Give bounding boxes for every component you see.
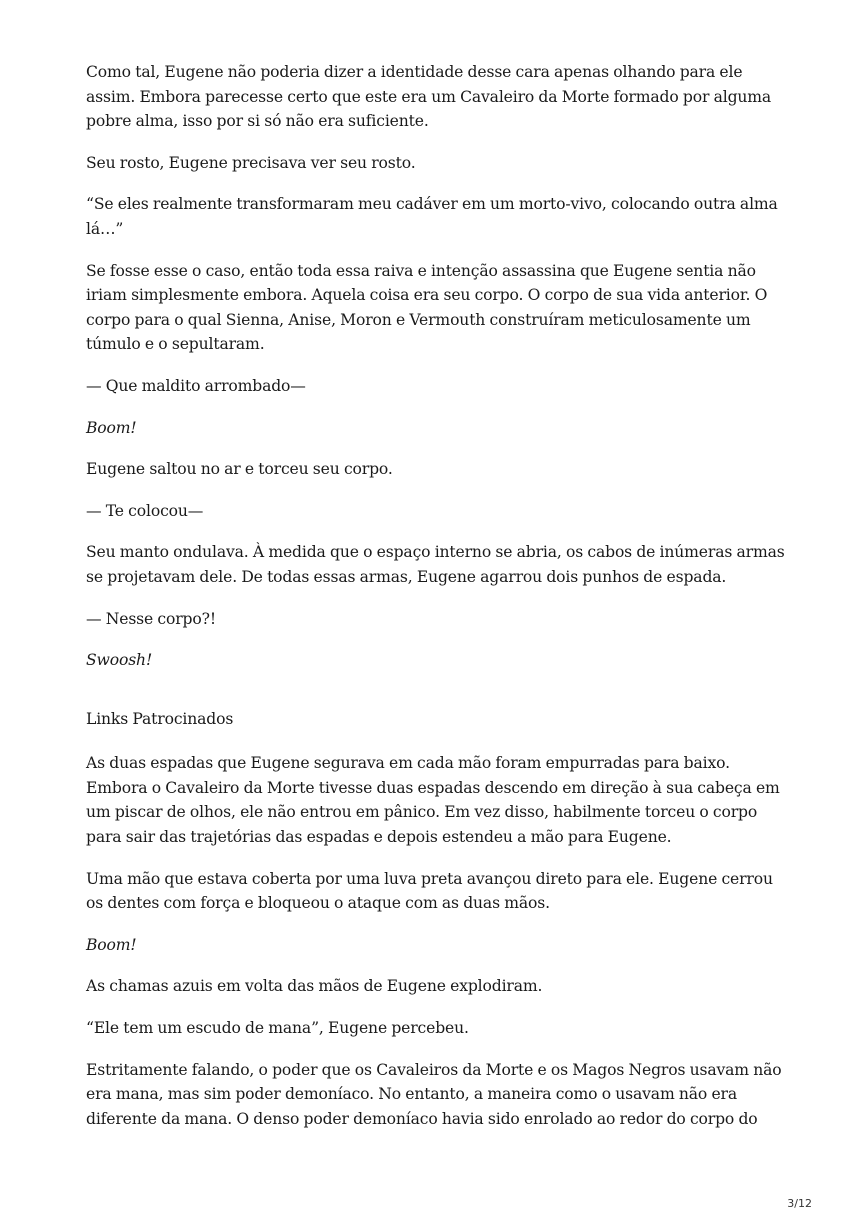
paragraph: “Se eles realmente transformaram meu cadáver em um morto-vivo, colocando outra alma lá…” xyxy=(86,195,778,238)
sound-effect: Boom! xyxy=(86,935,137,954)
paragraph: Se fosse esse o caso, então toda essa raiva e intenção assassina que Eugene sentia não iriam simplesmente embora. Aquela coisa era seu corpo. O corpo de sua vida anterior. O corpo para o qual Sienna, Anise, Moron e Vermouth construíram meticulosamente um túmulo e o sepultaram. xyxy=(86,261,768,354)
sponsored-links-label: Links Patrocinados xyxy=(86,709,234,728)
paragraph: As duas espadas que Eugene segurava em cada mão foram empurradas para baixo. Embora o Cavaleiro da Morte tivesse duas espadas descendo em direção à sua cabeça em um piscar de olhos, ele não entrou em pânico. Em vez disso, habilmente torceu o corpo para sair das trajetórias das espadas e depois estendeu a mão para Eugene. xyxy=(86,754,780,847)
paragraph: Uma mão que estava coberta por uma luva preta avançou direto para ele. Eugene cerrou os dentes com força e bloqueou o ataque com as duas mãos. xyxy=(86,869,773,913)
page-number: 3/12 xyxy=(787,1197,812,1210)
paragraph: “Ele tem um escudo de mana”, Eugene percebeu. xyxy=(86,1019,469,1038)
paragraph: Eugene saltou no ar e torceu seu corpo. xyxy=(86,460,393,479)
paragraph: Estritamente falando, o poder que os Cavaleiros da Morte e os Magos Negros usavam não era mana, mas sim poder demoníaco. No entanto, a maneira como o usavam não era diferente da mana. O denso poder demoníaco havia sido enrolado ao redor do corpo do xyxy=(86,1060,782,1128)
paragraph: As chamas azuis em volta das mãos de Eugene explodiram. xyxy=(86,977,543,996)
sound-effect: Boom! xyxy=(86,418,137,437)
paragraph: Seu rosto, Eugene precisava ver seu rosto. xyxy=(86,153,416,172)
document-body xyxy=(86,60,786,1148)
dialogue-line: — Te colocou— xyxy=(86,501,204,520)
sound-effect: Swoosh! xyxy=(86,651,153,670)
paragraph: Seu manto ondulava. À medida que o espaço interno se abria, os cabos de inúmeras armas se projetavam dele. De todas essas armas, Eugene agarrou dois punhos de espada. xyxy=(86,543,785,586)
dialogue-line: — Nesse corpo?! xyxy=(86,609,216,628)
paragraph: Como tal, Eugene não poderia dizer a identidade desse cara apenas olhando para ele assim. Embora parecesse certo que este era um Cavaleiro da Morte formado por alguma pobre alma, isso por si só não era suficiente. xyxy=(86,63,772,131)
dialogue-line: — Que maldito arrombado— xyxy=(86,376,306,395)
